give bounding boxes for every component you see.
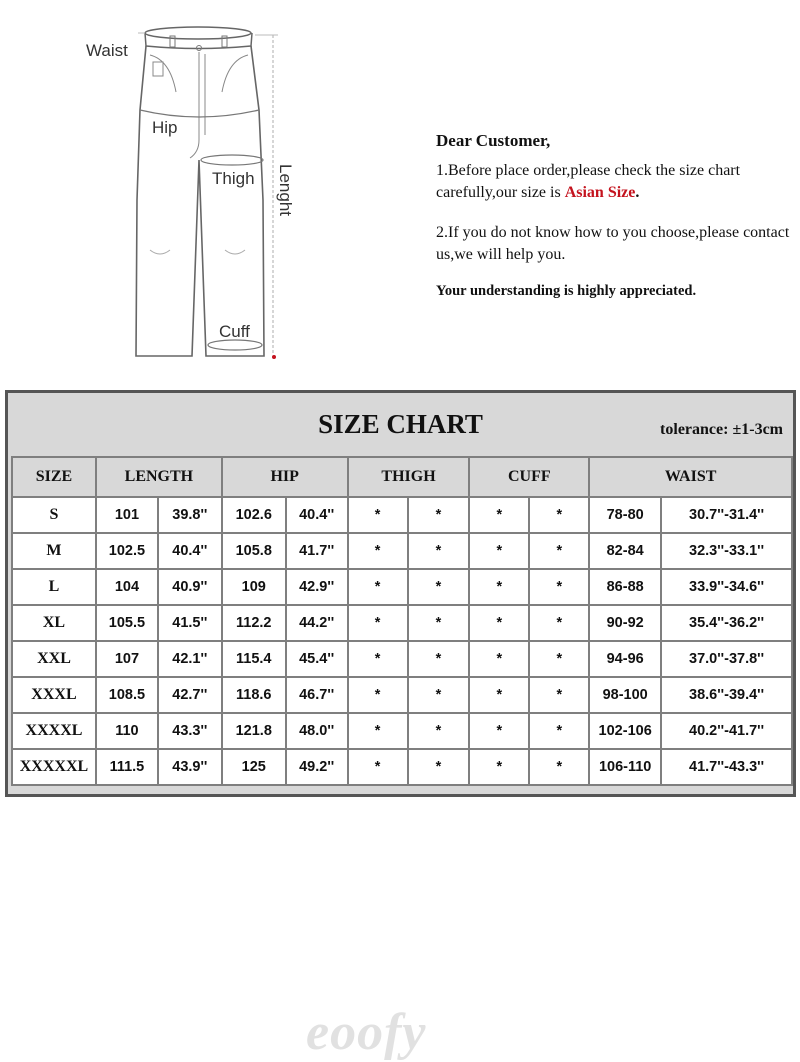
cell-waist-in: 33.9''-34.6'' <box>661 569 792 605</box>
cell-thigh-in: * <box>408 749 470 785</box>
cell-hip-in: 41.7'' <box>286 533 348 569</box>
cell-size: M <box>12 533 96 569</box>
note-p1-text: 1.Before place order,please check the size chart carefully,our size is <box>436 162 741 201</box>
note-paragraph-1 <box>436 160 791 204</box>
cell-size: XXXL <box>12 677 96 713</box>
header-length: LENGTH <box>96 457 222 497</box>
cell-waist-cm: 90-92 <box>589 605 661 641</box>
cell-thigh-cm: * <box>348 677 408 713</box>
header-cuff: CUFF <box>469 457 589 497</box>
header-waist: WAIST <box>589 457 792 497</box>
cell-waist-in: 41.7''-43.3'' <box>661 749 792 785</box>
cell-thigh-cm: * <box>348 749 408 785</box>
table-row <box>12 641 792 677</box>
watermark: eoofy <box>306 1004 427 1061</box>
cell-length-cm: 107 <box>96 641 158 677</box>
cell-thigh-cm: * <box>348 641 408 677</box>
tolerance-text: tolerance: ±1-3cm <box>660 421 783 438</box>
cell-length-in: 42.1'' <box>158 641 222 677</box>
cell-thigh-in: * <box>408 677 470 713</box>
note-thanks: Your understanding is highly appreciated. <box>436 283 697 299</box>
cell-cuff-in: * <box>529 497 589 533</box>
chart-title: SIZE CHART <box>318 409 483 439</box>
cell-thigh-in: * <box>408 569 470 605</box>
cell-size: XL <box>12 605 96 641</box>
cell-hip-in: 42.9'' <box>286 569 348 605</box>
cell-thigh-in: * <box>408 605 470 641</box>
cell-size: XXXXXL <box>12 749 96 785</box>
cell-cuff-in: * <box>529 605 589 641</box>
cell-hip-cm: 118.6 <box>222 677 286 713</box>
cell-size: S <box>12 497 96 533</box>
cell-waist-cm: 86-88 <box>589 569 661 605</box>
cell-length-in: 39.8'' <box>158 497 222 533</box>
cell-cuff-cm: * <box>469 677 529 713</box>
thigh-label: Thigh <box>212 169 255 188</box>
cell-hip-cm: 112.2 <box>222 605 286 641</box>
cell-hip-in: 45.4'' <box>286 641 348 677</box>
cell-length-in: 40.9'' <box>158 569 222 605</box>
table-row <box>12 497 792 533</box>
cell-hip-cm: 109 <box>222 569 286 605</box>
cell-thigh-cm: * <box>348 569 408 605</box>
header-hip: HIP <box>222 457 348 497</box>
cell-thigh-in: * <box>408 497 470 533</box>
cell-length-cm: 101 <box>96 497 158 533</box>
table-row <box>12 605 792 641</box>
cell-waist-cm: 82-84 <box>589 533 661 569</box>
hip-label: Hip <box>152 118 178 137</box>
note-greeting: Dear Customer, <box>436 131 551 150</box>
note-p1-period: . <box>635 184 640 201</box>
table-header-row <box>12 457 792 497</box>
cell-hip-cm: 105.8 <box>222 533 286 569</box>
table-row <box>12 677 792 713</box>
length-label: Lenght <box>276 164 295 216</box>
cell-hip-cm: 115.4 <box>222 641 286 677</box>
cell-length-in: 40.4'' <box>158 533 222 569</box>
cell-size: XXXXL <box>12 713 96 749</box>
cell-size: L <box>12 569 96 605</box>
pants-illustration <box>0 0 360 385</box>
cell-thigh-in: * <box>408 641 470 677</box>
cell-waist-cm: 94-96 <box>589 641 661 677</box>
cell-waist-in: 35.4''-36.2'' <box>661 605 792 641</box>
cell-waist-in: 32.3''-33.1'' <box>661 533 792 569</box>
size-table <box>11 456 793 786</box>
cell-thigh-in: * <box>408 533 470 569</box>
cell-thigh-cm: * <box>348 497 408 533</box>
cell-cuff-cm: * <box>469 605 529 641</box>
cell-length-in: 43.9'' <box>158 749 222 785</box>
cell-cuff-in: * <box>529 569 589 605</box>
header-size: SIZE <box>12 457 96 497</box>
table-row <box>12 533 792 569</box>
cell-length-cm: 102.5 <box>96 533 158 569</box>
cell-length-cm: 104 <box>96 569 158 605</box>
cell-cuff-cm: * <box>469 533 529 569</box>
cell-size: XXL <box>12 641 96 677</box>
cell-hip-in: 48.0'' <box>286 713 348 749</box>
cell-cuff-cm: * <box>469 713 529 749</box>
cell-hip-in: 44.2'' <box>286 605 348 641</box>
cell-hip-in: 40.4'' <box>286 497 348 533</box>
size-chart <box>5 390 796 1061</box>
cell-waist-in: 38.6''-39.4'' <box>661 677 792 713</box>
table-row <box>12 713 792 749</box>
cuff-label: Cuff <box>219 322 250 341</box>
waist-label: Waist <box>86 41 128 60</box>
cell-waist-cm: 98-100 <box>589 677 661 713</box>
cell-length-cm: 108.5 <box>96 677 158 713</box>
cell-cuff-in: * <box>529 677 589 713</box>
cell-hip-in: 49.2'' <box>286 749 348 785</box>
cell-cuff-in: * <box>529 641 589 677</box>
customer-note <box>436 131 791 302</box>
cell-waist-in: 40.2''-41.7'' <box>661 713 792 749</box>
cell-length-cm: 110 <box>96 713 158 749</box>
cell-waist-in: 30.7''-31.4'' <box>661 497 792 533</box>
cell-length-in: 41.5'' <box>158 605 222 641</box>
cell-length-cm: 105.5 <box>96 605 158 641</box>
cell-cuff-cm: * <box>469 749 529 785</box>
cell-cuff-cm: * <box>469 569 529 605</box>
cell-hip-cm: 125 <box>222 749 286 785</box>
header-thigh: THIGH <box>348 457 470 497</box>
table-row <box>12 749 792 785</box>
cell-length-in: 42.7'' <box>158 677 222 713</box>
cell-length-in: 43.3'' <box>158 713 222 749</box>
cell-cuff-in: * <box>529 713 589 749</box>
table-row <box>12 569 792 605</box>
cell-length-cm: 111.5 <box>96 749 158 785</box>
cell-waist-in: 37.0''-37.8'' <box>661 641 792 677</box>
cell-thigh-in: * <box>408 713 470 749</box>
cell-cuff-cm: * <box>469 497 529 533</box>
pants-diagram <box>0 0 360 385</box>
cell-hip-cm: 102.6 <box>222 497 286 533</box>
cell-hip-in: 46.7'' <box>286 677 348 713</box>
asian-size-highlight: Asian Size <box>564 184 636 201</box>
cell-hip-cm: 121.8 <box>222 713 286 749</box>
cell-thigh-cm: * <box>348 713 408 749</box>
cell-waist-cm: 102-106 <box>589 713 661 749</box>
cell-waist-cm: 106-110 <box>589 749 661 785</box>
cell-thigh-cm: * <box>348 533 408 569</box>
cell-cuff-cm: * <box>469 641 529 677</box>
cell-cuff-in: * <box>529 533 589 569</box>
cell-thigh-cm: * <box>348 605 408 641</box>
note-paragraph-2: 2.If you do not know how to you choose,please contact us,we will help you. <box>436 224 790 263</box>
cell-cuff-in: * <box>529 749 589 785</box>
cell-waist-cm: 78-80 <box>589 497 661 533</box>
